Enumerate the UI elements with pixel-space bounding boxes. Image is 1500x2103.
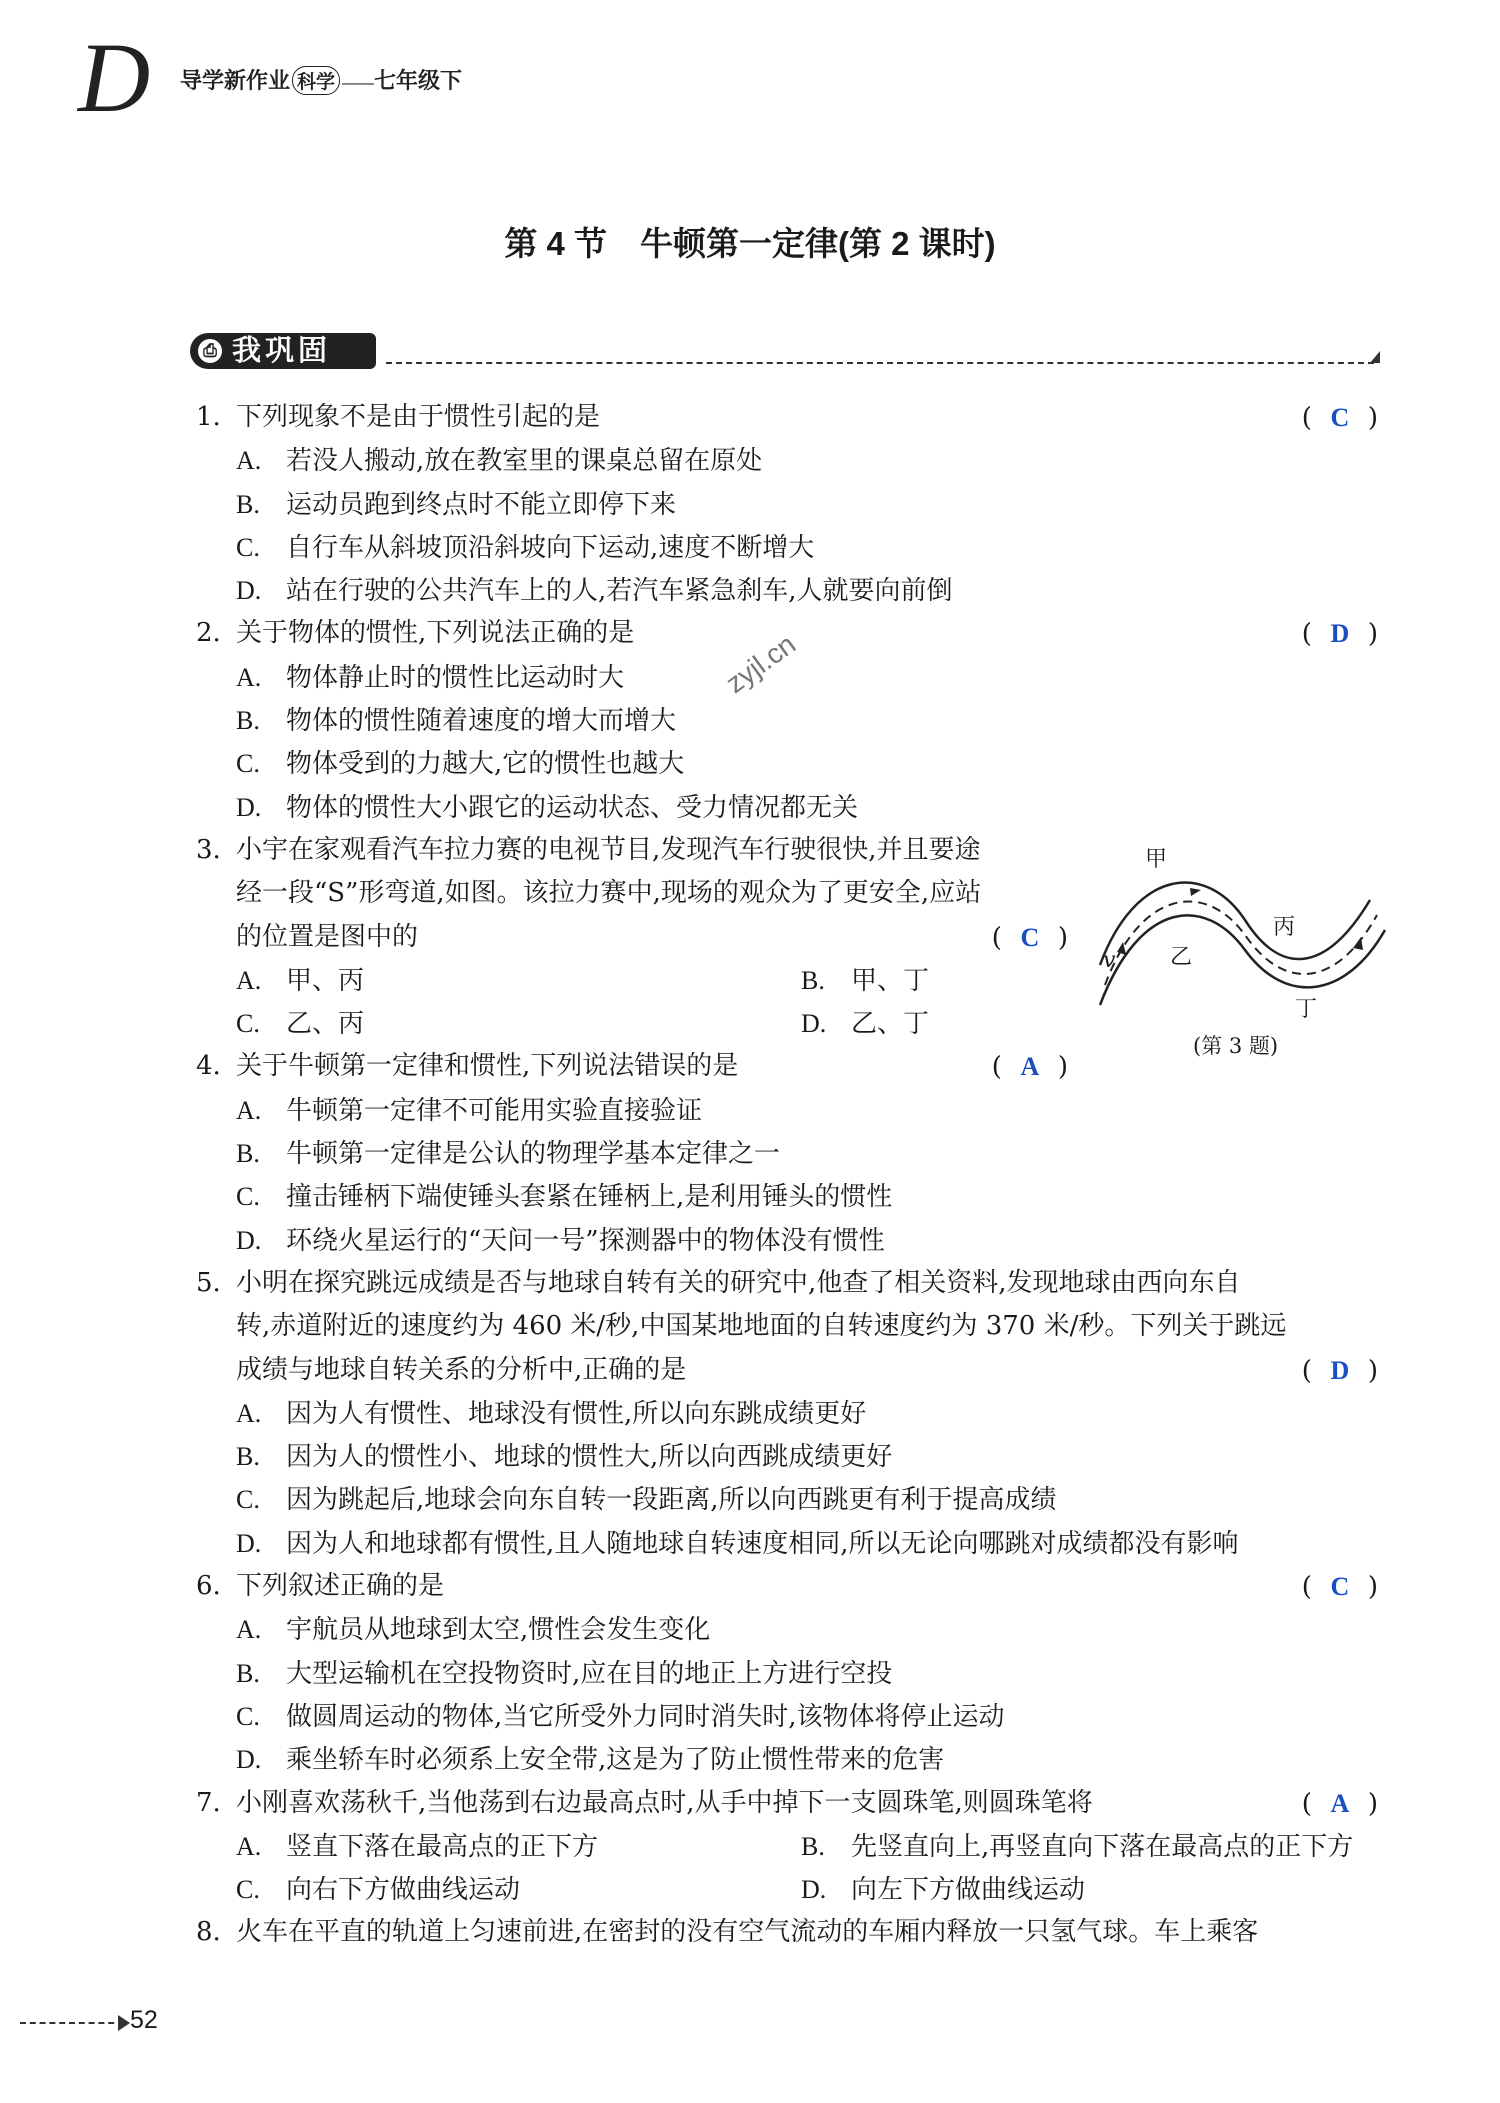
question-number: 2. <box>196 618 221 649</box>
option-line <box>196 1478 1378 1521</box>
question-text: 小明在探究跳远成绩是否与地球自转有关的研究中,他查了相关资料,发现地球由西向东自 <box>236 1267 1241 1298</box>
section-header <box>190 333 1380 373</box>
label-velocity: v <box>1103 948 1116 973</box>
question-6 <box>196 1565 1378 1608</box>
option-label: B. <box>236 1442 260 1472</box>
option-line <box>196 1695 1378 1738</box>
answer-bracket <box>992 1045 1068 1089</box>
option-label: B. <box>801 965 825 995</box>
option-label: B. <box>236 1658 260 1688</box>
option-label: C. <box>236 1485 260 1515</box>
bracket-open: ( <box>1301 1788 1312 1819</box>
question-text: 经一段“S”形弯道,如图。该拉力赛中,现场的观众为了更安全,应站 <box>236 878 982 909</box>
question-number: 8. <box>196 1917 221 1948</box>
section-label: 我巩固 <box>232 335 332 367</box>
option-line <box>196 1132 1378 1175</box>
question-text: 火车在平直的轨道上匀速前进,在密封的没有空气流动的车厢内释放一只氢气球。车上乘客 <box>236 1917 1259 1948</box>
bracket-close: ) <box>1367 1572 1378 1603</box>
option-text: 乙、丁 <box>851 1009 930 1040</box>
option-line <box>196 699 1378 742</box>
option-line <box>196 656 1378 699</box>
option-text: 因为人的惯性小、地球的惯性大,所以向西跳成绩更好 <box>286 1442 893 1473</box>
option-text: 甲、丙 <box>286 965 365 996</box>
question-text: 小宇在家观看汽车拉力赛的电视节目,发现汽车行驶很快,并且要途 <box>236 834 981 865</box>
option-text: 因为人有惯性、地球没有惯性,所以向东跳成绩更好 <box>286 1398 867 1429</box>
printer-icon: ⎙ <box>198 339 222 363</box>
option-text: 若没人搬动,放在教室里的课桌总留在原处 <box>286 446 763 477</box>
question-4 <box>196 1045 1068 1088</box>
question-number: 6. <box>196 1571 221 1602</box>
question-7 <box>196 1782 1378 1825</box>
option-line <box>196 1608 1378 1651</box>
header-title <box>180 64 462 95</box>
section-divider <box>386 362 1374 364</box>
option-label: C. <box>236 749 260 779</box>
option-line <box>196 483 1378 526</box>
header-dash: —— <box>342 75 375 92</box>
series-name: 导学新作业 <box>180 68 291 93</box>
option-label: D. <box>801 1009 827 1039</box>
section-badge <box>190 333 376 369</box>
option-label: B. <box>801 1831 825 1861</box>
option-text: 乘坐轿车时必须系上安全带,这是为了防止惯性带来的危害 <box>286 1745 945 1776</box>
question-text: 下列现象不是由于惯性引起的是 <box>236 402 601 432</box>
answer-bracket <box>1302 612 1378 656</box>
option-text: 环绕火星运行的“天问一号”探测器中的物体没有惯性 <box>286 1225 885 1256</box>
option-label: D. <box>236 1745 262 1775</box>
book-header <box>78 22 678 133</box>
option-label: C. <box>236 1701 260 1731</box>
option-label: C. <box>236 1875 260 1905</box>
question-3-line-3 <box>196 916 1068 959</box>
grade-label: 七年级下 <box>374 68 463 93</box>
option-line <box>196 1435 1378 1478</box>
option-label: A. <box>236 446 262 476</box>
option-text: 先竖直向上,再竖直向下落在最高点的正下方 <box>851 1831 1354 1862</box>
option-line <box>196 1392 1378 1435</box>
option-text: 因为人和地球都有惯性,且人随地球自转速度相同,所以无论向哪跳对成绩都没有影响 <box>286 1528 1239 1559</box>
answer-value: C <box>1020 922 1040 952</box>
option-label: D. <box>236 1528 262 1558</box>
option-text: 牛顿第一定律不可能用实验直接验证 <box>286 1095 703 1126</box>
question-list <box>196 396 1378 1955</box>
option-line <box>196 526 1378 569</box>
option-line <box>196 1522 1378 1565</box>
answer-value: A <box>1020 1052 1040 1082</box>
footer-arrow-icon <box>118 2015 130 2031</box>
option-label: D. <box>236 1225 262 1255</box>
question-3-line-2 <box>196 872 1378 915</box>
option-label: A. <box>236 1095 262 1125</box>
option-text: 撞击锤柄下端使锤头套紧在锤柄上,是利用锤头的惯性 <box>286 1182 893 1213</box>
option-text: 自行车从斜坡顶沿斜坡向下运动,速度不断增大 <box>286 532 815 563</box>
watermark: zyjl.cn <box>720 628 802 699</box>
option-line <box>196 1002 1378 1045</box>
bracket-open: ( <box>1301 403 1312 433</box>
option-label: C. <box>236 1009 260 1039</box>
option-label: A. <box>236 662 262 692</box>
option-text: 因为跳起后,地球会向东自转一段距离,所以向西跳更有利于提高成绩 <box>286 1485 1057 1516</box>
option-label: A. <box>236 1615 262 1645</box>
option-right <box>801 959 929 1003</box>
option-text: 甲、丁 <box>851 965 930 996</box>
answer-bracket <box>1302 1565 1378 1609</box>
option-text: 向左下方做曲线运动 <box>851 1875 1086 1906</box>
option-label: A. <box>236 1398 262 1428</box>
label-yi: 乙 <box>1170 945 1193 970</box>
label-jia: 甲 <box>1145 847 1168 872</box>
question-text: 小刚喜欢荡秋千,当他荡到右边最高点时,从手中掉下一支圆珠笔,则圆珠笔将 <box>236 1787 1093 1818</box>
option-label: D. <box>801 1875 827 1905</box>
answer-bracket <box>1302 1349 1378 1393</box>
option-line <box>196 1652 1378 1695</box>
option-text: 物体静止时的惯性比运动时大 <box>286 662 625 693</box>
option-line <box>196 1219 1378 1262</box>
question-text: 转,赤道附近的速度约为 460 米/秒,中国某地地面的自转速度约为 370 米/秒。下列关于跳远 <box>236 1311 1287 1342</box>
option-label: B. <box>236 706 260 736</box>
option-right <box>801 1868 1085 1912</box>
figure-caption: (第 3 题) <box>1193 1034 1279 1058</box>
answer-bracket <box>992 916 1068 960</box>
question-8 <box>196 1911 1378 1954</box>
question-number: 5. <box>196 1267 221 1298</box>
question-text: 的位置是图中的 <box>236 921 419 952</box>
answer-value: A <box>1330 1788 1350 1818</box>
question-number: 7. <box>196 1787 221 1818</box>
question-number: 1. <box>196 402 221 432</box>
option-line <box>196 742 1378 785</box>
option-line <box>196 1089 1378 1132</box>
label-ding: 丁 <box>1295 997 1318 1022</box>
question-text: 成绩与地球自转关系的分析中,正确的是 <box>236 1354 687 1385</box>
option-label: B. <box>236 1139 260 1169</box>
option-line <box>196 569 1378 612</box>
option-label: D. <box>236 576 262 606</box>
option-line <box>196 959 1378 1002</box>
option-line <box>196 439 1378 482</box>
question-number: 4. <box>196 1051 221 1082</box>
option-text: 向右下方做曲线运动 <box>286 1875 521 1906</box>
bracket-open: ( <box>991 922 1002 953</box>
subject-badge: 科学 <box>292 66 340 95</box>
option-line <box>196 1825 1378 1868</box>
question-number: 3. <box>196 834 221 865</box>
option-label: C. <box>236 1182 260 1212</box>
option-text: 物体受到的力越大,它的惯性也越大 <box>286 749 685 780</box>
question-1 <box>196 396 1378 439</box>
question-5-line-3 <box>196 1349 1378 1392</box>
option-label: D. <box>236 792 262 822</box>
page-number: 52 <box>130 2006 158 2034</box>
series-logo: D <box>78 22 151 133</box>
question-text: 关于牛顿第一定律和惯性,下列说法错误的是 <box>236 1051 739 1082</box>
bracket-open: ( <box>1301 1355 1312 1386</box>
option-text: 乙、丙 <box>286 1009 365 1040</box>
footer-arrow-line <box>20 2022 124 2024</box>
answer-bracket <box>1302 396 1378 440</box>
bracket-close: ) <box>1057 1052 1068 1083</box>
question-5-line-2 <box>196 1305 1378 1348</box>
question-text: 关于物体的惯性,下列说法正确的是 <box>236 618 635 649</box>
question-text: 下列叙述正确的是 <box>236 1571 445 1602</box>
option-right <box>801 1825 1353 1869</box>
question-5 <box>196 1262 1378 1305</box>
bracket-close: ) <box>1367 1355 1378 1386</box>
option-text: 物体的惯性随着速度的增大而增大 <box>286 706 677 737</box>
option-line <box>196 1738 1378 1781</box>
answer-value: C <box>1330 1572 1350 1602</box>
answer-value: D <box>1330 1355 1350 1385</box>
option-text: 做圆周运动的物体,当它所受外力同时消失时,该物体将停止运动 <box>286 1701 1005 1732</box>
option-label: A. <box>236 965 262 995</box>
option-text: 大型运输机在空投物资时,应在目的地正上方进行空投 <box>286 1658 893 1689</box>
label-bing: 丙 <box>1273 915 1296 940</box>
option-text: 物体的惯性大小跟它的运动状态、受力情况都无关 <box>286 792 859 823</box>
bracket-open: ( <box>1301 1572 1312 1603</box>
option-right <box>801 1002 929 1046</box>
option-text: 竖直下落在最高点的正下方 <box>286 1831 599 1862</box>
option-line <box>196 1175 1378 1218</box>
option-text: 运动员跑到终点时不能立即停下来 <box>286 489 677 520</box>
answer-value: C <box>1330 403 1350 432</box>
question-2 <box>196 612 1378 655</box>
page-title: 第 4 节 牛顿第一定律(第 2 课时) <box>504 225 996 262</box>
divider-end-mark <box>1370 351 1380 363</box>
option-label: A. <box>236 1831 262 1861</box>
bracket-close: ) <box>1367 1788 1378 1819</box>
option-label: C. <box>236 532 260 562</box>
option-text: 宇航员从地球到太空,惯性会发生变化 <box>286 1615 711 1646</box>
bracket-close: ) <box>1367 403 1378 433</box>
answer-bracket <box>1302 1782 1378 1826</box>
option-line <box>196 786 1378 829</box>
bracket-open: ( <box>1301 619 1312 650</box>
question-3 <box>196 829 1378 872</box>
option-line <box>196 1868 1378 1911</box>
bracket-close: ) <box>1057 922 1068 953</box>
option-label: B. <box>236 489 260 519</box>
option-text: 站在行驶的公共汽车上的人,若汽车紧急刹车,人就要向前倒 <box>286 576 953 607</box>
option-text: 牛顿第一定律是公认的物理学基本定律之一 <box>286 1139 781 1170</box>
bracket-open: ( <box>991 1052 1002 1083</box>
bracket-close: ) <box>1367 619 1378 650</box>
answer-value: D <box>1330 619 1350 649</box>
